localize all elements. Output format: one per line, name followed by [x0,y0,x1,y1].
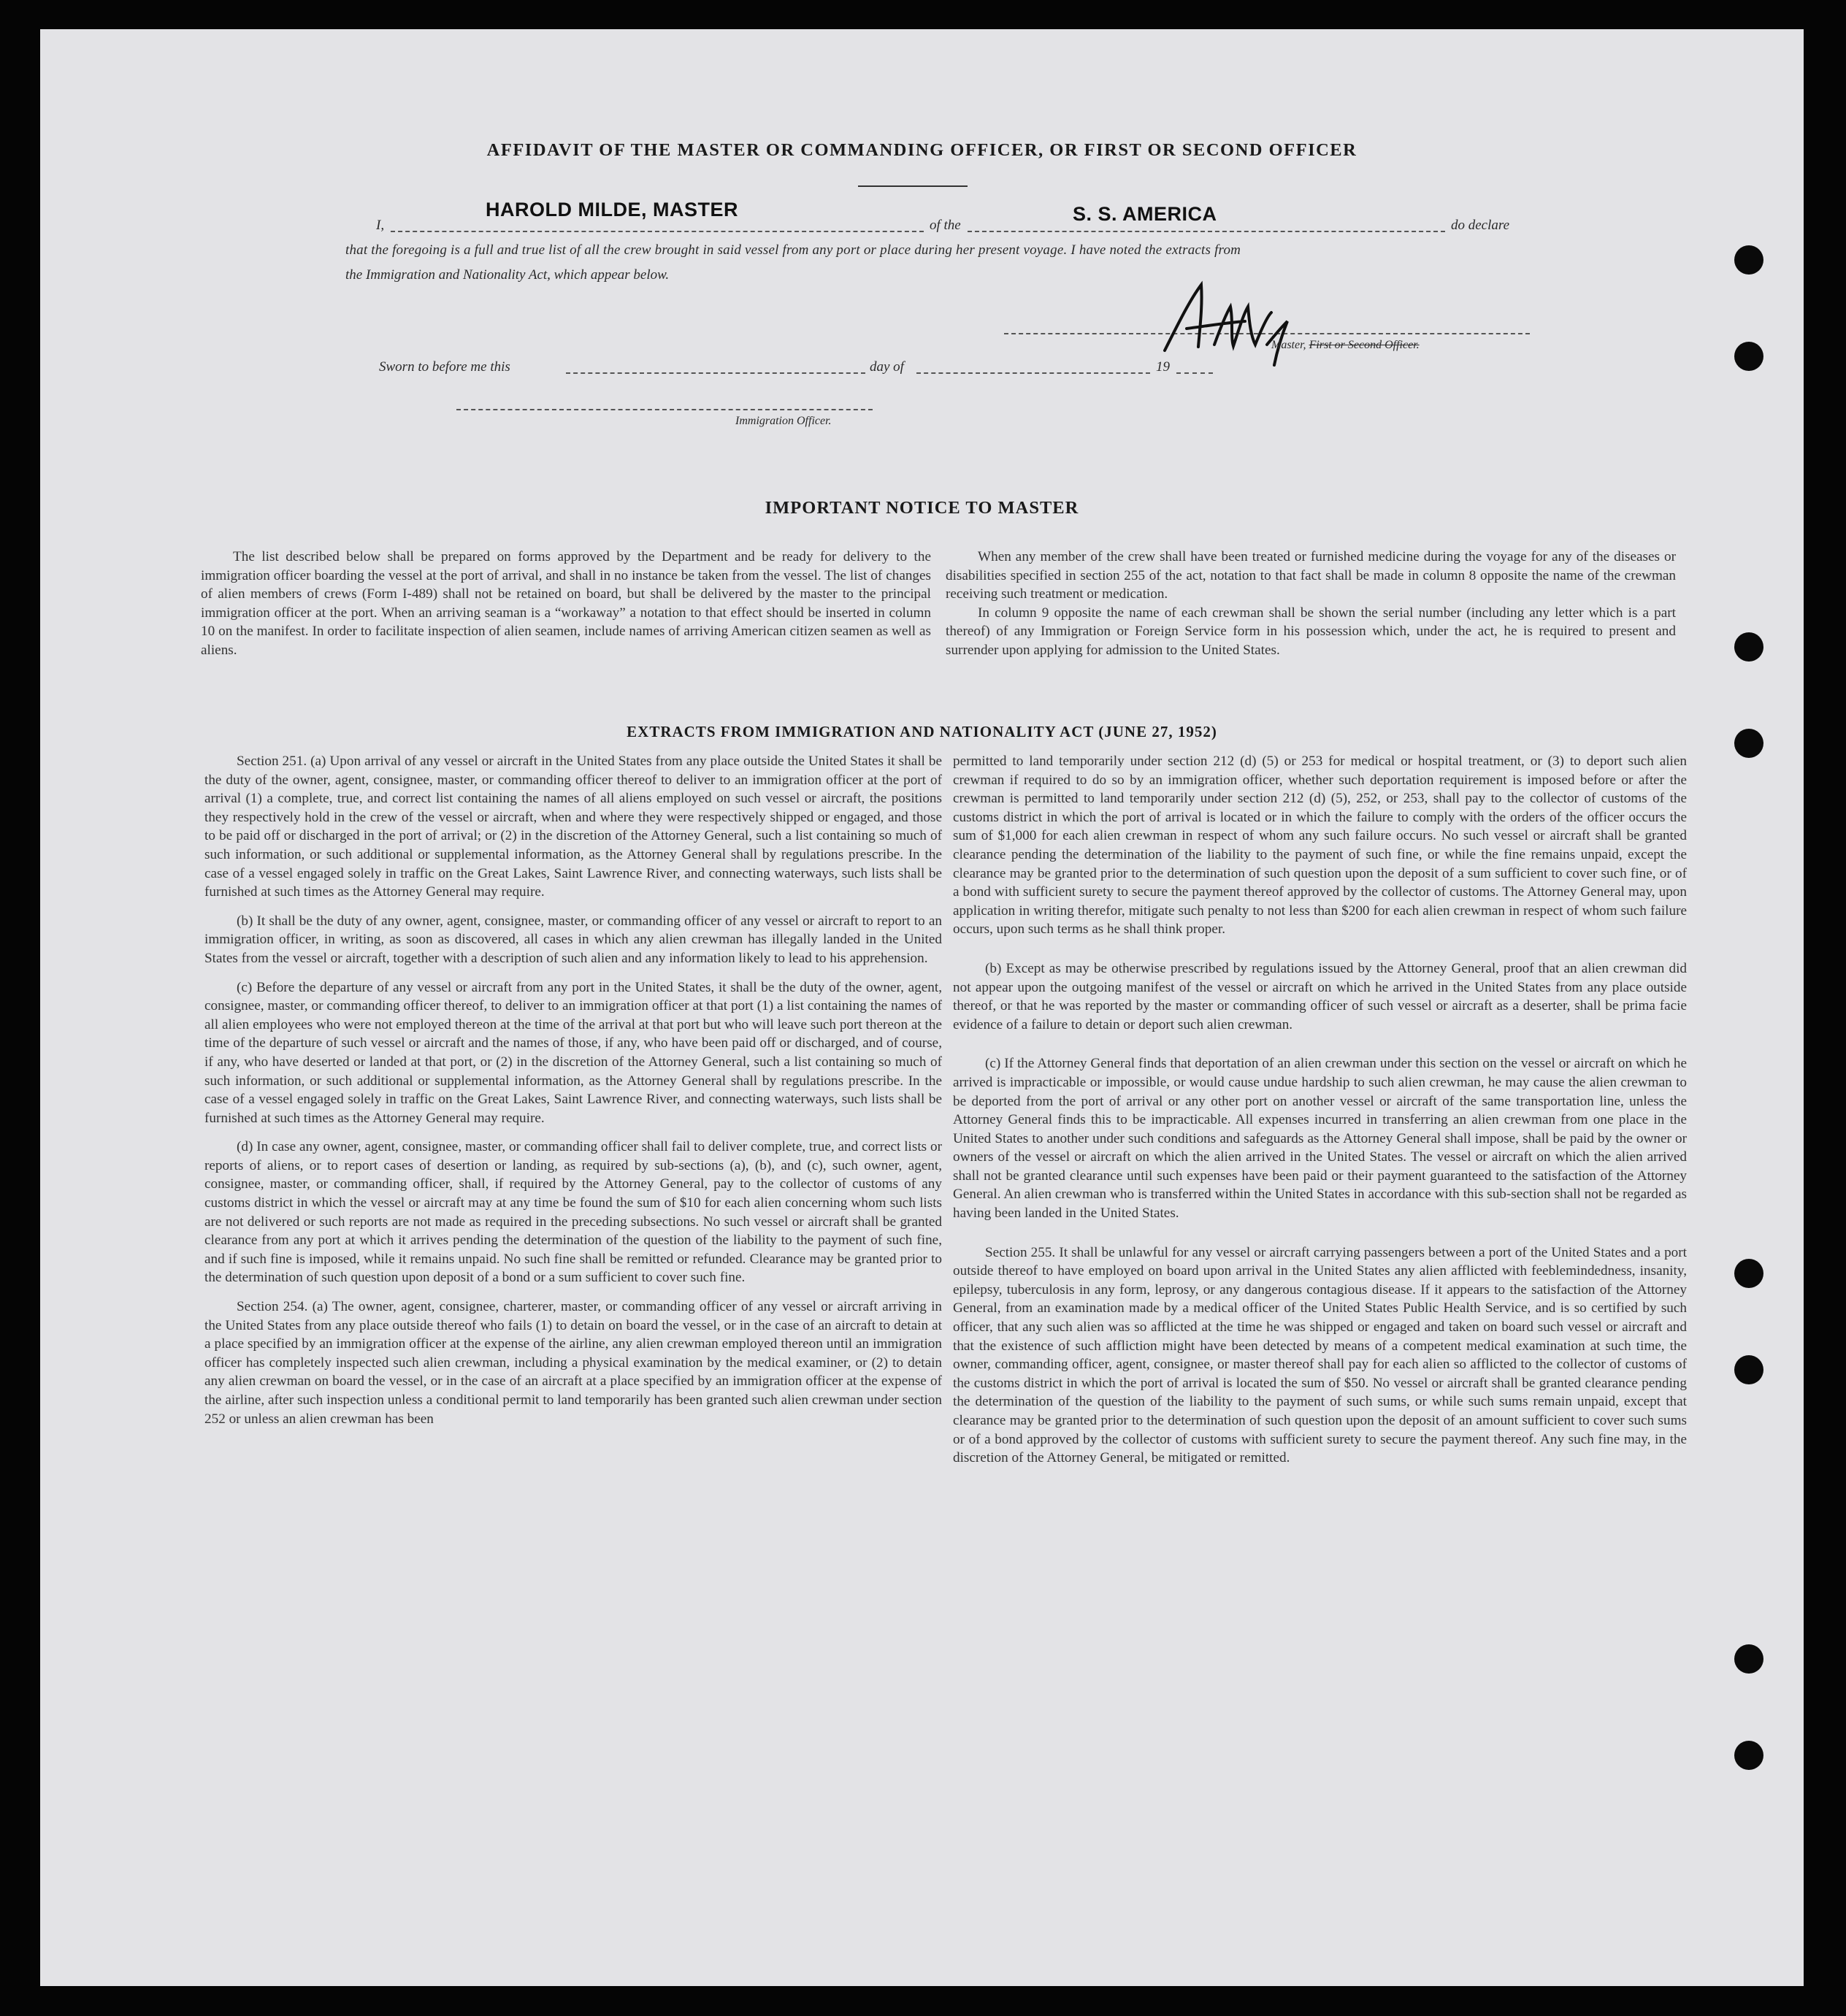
extracts-title: EXTRACTS FROM IMMIGRATION AND NATIONALITY ACT (JUNE 27, 1952) [627,723,1217,740]
of-the-label: of the [930,218,961,233]
vessel-blank [968,231,1445,232]
section-251-c: (c) Before the departure of any vessel or aircraft from any port in the United States, it shall be the duty of the owner, agent, consignee, master, or commanding officer thereof, to deliver to an immigration officer at that port (1) a list containing the names of all alien employees who were not employed thereon at the time of the arrival at that port but who will leave such port thereon at the time of the departure of such vessel or aircraft and the names of those, if any, who have been paid off or discharged, and of course, if any, who have deserted or landed at that port, or (2) in the discretion of the Attorney General, such a list containing so much of such information, or such additional or supplemental information, as the Attorney General shall by regulations prescribe. In the case of a vessel engaged solely in traffic on the Great Lakes, Saint Lawrence River, and connecting waterways, such lists shall be furnished at such times as the Attorney General may require. [204,979,942,1126]
extracts-left-column [204,752,942,1428]
section-251-b: (b) It shall be the duty of any owner, agent, consignee, master, or commanding officer of any vessel or aircraft to report to an immigration officer, in writing, as soon as discovered, all cases in which any alien crewman has illegally landed in the United States from the vessel or aircraft, together with a description of such alien and any information likely to lead to his apprehension. [204,913,942,966]
declaration-line-1: that the foregoing is a full and true list of all the crew brought in said vessel from any port or place during her present voyage. I have noted the extracts from [345,242,1241,258]
extracts-right-column [953,752,1687,1468]
affidavit-title: AFFIDAVIT OF THE MASTER OR COMMANDING OFFICER, OR FIRST OR SECOND OFFICER [486,140,1357,160]
do-declare-label: do declare [1451,218,1510,233]
notice-right-paragraph-1: When any member of the crew shall have been treated or furnished medicine during the voyage for any of the diseases or disabilities specified in section 255 of the act, notation to that fact shall be made in column 8 opposite the name of the crewman receiving such treatment or medication. [946,549,1676,602]
section-254-a: Section 254. (a) The owner, agent, consignee, charterer, master, or commanding officer of any vessel or aircraft arriving in the United States from any place outside thereof who fails (1) to detain on board the vessel, or in the case of an aircraft to detain at a place specified by an immigration officer at the expense of the airline, any alien crewman employed thereon until an immigration officer has completely inspected such alien crewman, including a physical examination by the medical examiner, or (2) to detain any alien crewman on board the vessel, or in the case of an aircraft at a place specified by an immigration officer at the expense of the airline, after such inspection unless a conditional permit to land temporarily has been granted such alien crewman under section 252 or unless an alien crewman has been [204,1299,942,1427]
section-251-d: (d) In case any owner, agent, consignee, master, or commanding officer shall fail to deliver complete, true, and correct lists or reports of aliens, or to report cases of desertion or landing, as required by sub-sections (a), (b), and (c), such owner, agent, consignee, master, or commanding officer, shall, if required by the Attorney General, pay to the collector of customs of any customs district in which the vessel or aircraft may at any time be found the sum of $10 for each alien concerning whom such lists are not delivered or such reports are not made as required in the preceding subsections. No such vessel or aircraft shall be granted clearance from any port at which it arrives pending the determination of the question of the liability to the payment of such fine, and if such fine is imposed, while it remains unpaid. No such fine shall be remitted or refunded. Clearance may be granted prior to the determination of such question upon deposit of a bond or a sum sufficient to cover such fine. [204,1139,942,1286]
section-255: Section 255. It shall be unlawful for any vessel or aircraft carrying passengers between a port of the United States and a port outside thereof to have employed on board upon arrival in the United States any alien afflicted with feeblemindedness, insanity, epilepsy, tuberculosis in any form, leprosy, or any dangerous contagious disease. If it appears to the satisfaction of the Attorney General, from an examination made by a medical officer of the United States Public Health Service, and is so certified by such officer, that any such alien was so afflicted at the time he was shipped or engaged and taken on board such vessel or aircraft and that the existence of such affliction might have been detected by means of a competent medical examination at such time, the owner, commanding officer, agent, consignee, or master thereof shall pay for each alien so afflicted to the collector of customs of the customs district in which the port of arrival is located the sum of $50. No vessel or aircraft shall be granted clearance pending the determination of the question of the liability to the payment of such sums, or while such sums remain unpaid, except that clearance may be granted prior to the determination of such question upon the deposit of an amount sufficient to cover such sums or of a bond approved by the collector of customs with sufficient surety to secure the payment thereof. Any such fine may, in the discretion of the Attorney General, be mitigated or remitted. [953,1244,1687,1466]
signature-caption: Master, First or Second Officer. [1271,339,1420,351]
section-254-c: (c) If the Attorney General finds that deportation of an alien crewman under this section on the vessel or aircraft on which he arrived is impracticable or impossible, or would cause undue hardship to such alien crewman, he may cause the alien crewman to be deported from the port of arrival or any other port on another vessel or aircraft of the same transportation line, unless the Attorney General finds this to be impracticable. All expenses incurred in transferring an alien crewman from one place in the United States to another under such conditions and safeguards as the Attorney General shall impose, shall be paid by the owner or owners of the vessel or aircraft on which the alien arrived in the United States. The vessel or aircraft on which the alien arrived shall not be granted clearance until such expenses have been paid or their payment guaranteed to the satisfaction of the Attorney General. An alien crewman who is transferred within the United States in accordance with this sub-section shall not be regarded as having been landed in the United States. [953,1056,1687,1222]
binder-hole-8 [1734,1741,1763,1770]
notice-left-column [201,548,931,660]
notice-right-paragraph-2: In column 9 opposite the name of each crewman shall be shown the serial number (including any letter which is a part thereof) of any Immigration or Foreign Service form in his possession which, under the act, he is required to present and surrender upon applying for admission to the United States. [946,605,1676,658]
section-251-a: Section 251. (a) Upon arrival of any vessel or aircraft in the United States from any place outside the United States it shall be the duty of the owner, agent, consignee, master, or commanding officer thereof to deliver to an immigration officer at the port of arrival (1) a complete, true, and correct list containing the names of all aliens employed on such vessel or aircraft, the positions they respectively hold in the crew of the vessel or aircraft, when and where they were respectively shipped or engaged, and those to be paid off or discharged in the port of arrival; or (2) in the discretion of the Attorney General, such a list containing so much of such information, or such additional or supplemental information, as the Attorney General shall by regulations prescribe. In the case of a vessel engaged solely in traffic on the Great Lakes, Saint Lawrence River, and connecting waterways, such lists shall be furnished at such times as the Attorney General may require. [204,754,942,900]
notice-left-paragraph: The list described below shall be prepared on forms approved by the Department and be ready for delivery to the immigration officer boarding the vessel at the port of arrival, and shall in no instance be taken from the vessel. The list of changes of alien members of crews (Form I-489) shall not be retained on board, but shall be delivered by the master to the principal immigration officer at the port. When an arriving seaman is a “workaway” a notation to that effect should be inserted in column 10 on the manifest. In order to facilitate inspection of alien seamen, include names of arriving American citizen seamen as well as aliens. [201,549,931,658]
title-rule [858,185,968,187]
sworn-day-blank [566,372,865,374]
binder-hole-2 [1734,342,1763,371]
name-blank [391,231,924,232]
section-254-b: (b) Except as may be otherwise prescribed by regulations issued by the Attorney General, proof that an alien crewman did not appear upon the outgoing manifest of the vessel or aircraft on which he arrived in the United States from any place outside thereof, or that he was reported by the master or commanding officer of such vessel or aircraft as a deserter, shall be prima facie evidence of a failure to detain or deport such alien crewman. [953,960,1687,1032]
notice-title: IMPORTANT NOTICE TO MASTER [765,498,1079,518]
section-254-a-continued: permitted to land temporarily under section 212 (d) (5) or 253 for medical or hospital treatment, or (3) to deport such alien crewman if required to do so by an immigration officer, whether such deportation requirement is imposed before or after the crewman is permitted to land temporarily under section 212 (d) (5), 252, or 253, shall pay to the collector of customs of the customs district in which the port of arrival is located or in which the failure to comply with the orders of the officer occurs the sum of $1,000 for each alien crewman in respect of whom any such failure occurs. No such vessel or aircraft shall be granted clearance pending the determination of the liability to the payment of such fine, or while the fine remains unpaid, except the clearance may be granted prior to the determination of such question upon the deposit of a sum sufficient to cover such fine, or of a bond with sufficient surety to secure the payment thereof approved by the collector of customs. The Attorney General may, upon application in writing therefor, mitigate such penalty to not less than $200 for each alien crewman in respect of whom such failure occurs, upon such terms as he shall think proper. [953,754,1687,938]
binder-hole-3 [1734,632,1763,662]
declaration-line-2: the Immigration and Nationality Act, which appear below. [345,267,670,283]
vessel-name: S. S. AMERICA [1073,203,1217,225]
day-of-label: day of [870,359,904,375]
binder-hole-6 [1734,1355,1763,1384]
year-blank [1176,372,1213,374]
binder-hole-1 [1734,245,1763,275]
sworn-label: Sworn to before me this [379,359,510,375]
binder-hole-7 [1734,1644,1763,1674]
notice-right-column [946,548,1676,660]
binder-hole-5 [1734,1259,1763,1288]
master-name: HAROLD MILDE, MASTER [486,199,738,221]
year-prefix: 19 [1156,359,1170,375]
officer-line [456,409,873,410]
i-label: I, [376,218,385,233]
signature-mark [1157,277,1325,372]
immigration-officer-label: Immigration Officer. [735,415,832,427]
sworn-month-blank [916,372,1150,374]
document-page [40,29,1804,1986]
